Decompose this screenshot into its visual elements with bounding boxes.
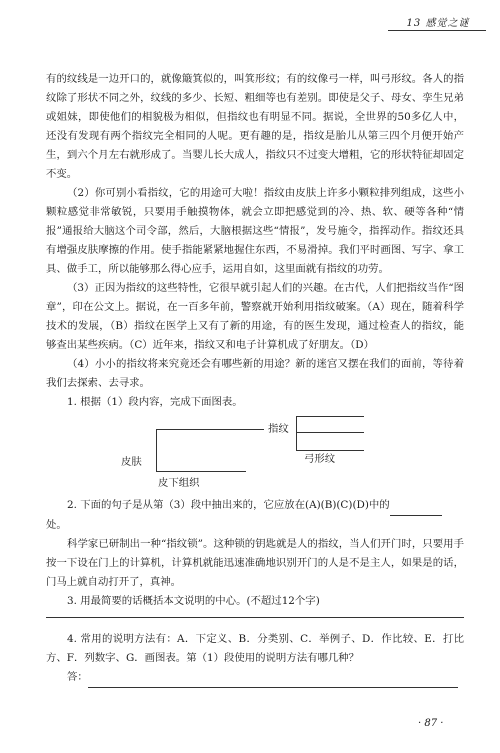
diagram-blank-1[interactable] (296, 416, 364, 417)
question-2-text: 2. 下面的句子是从第（3）段中抽出来的，它应放在(A)(B)(C)(D)中的 (67, 499, 390, 511)
diagram-blank-2[interactable] (296, 432, 364, 433)
question-1: 1. 根据（1）段内容，完成下面图表。 (67, 396, 243, 408)
paragraph-1: 有的纹线是一边开口的，就像簸箕似的，叫箕形纹；有的纹像弓一样，叫弓形纹。各人的指纹除了形状不同之外，纹线的多少、长短、粗细等也有差别。即使是父子、母女、孪生兄弟或姐妹，即使他们的相貌极为相似，但指纹也有明显不同。据说，全世界的50多亿人中，还没有发现有两个指纹完全相同的人呢。更有趣的是，指纹是胎儿从第三四个月便开始产生，到六个月左右就形成了。当婴儿长大成人，指纹只不过变大增粗，它的形状特征却固定不变。 (46, 73, 464, 180)
page-body (46, 70, 464, 688)
header-chapter-tab: 13 感觉之谜 (406, 18, 470, 29)
question-2-blank[interactable] (390, 496, 442, 516)
question-3: 3. 用最简要的话概括本文说明的中心。(不超过12个字) (67, 595, 320, 607)
diagram-leaf-gong: 弓形纹 (304, 453, 336, 465)
question-2-tail: 处。 (46, 519, 67, 531)
paragraph-4: （4）小小的指纹将来究竟还会有哪些新的用途？新的迷宫又摆在我们的面前，等待着我们去探索、去寻求。 (46, 358, 464, 389)
answer-line[interactable] (88, 668, 458, 688)
question-3-answer-line[interactable] (46, 617, 464, 618)
diagram-root-skin: 皮肤 (121, 456, 142, 468)
skin-diagram (46, 416, 464, 494)
header-rule (388, 30, 486, 31)
diagram-leaf-subcutaneous: 皮下组织 (158, 477, 200, 489)
page-number: · 87 · (418, 718, 444, 729)
answer-label: 答： (67, 671, 88, 683)
diagram-left-bracket (156, 429, 157, 471)
paragraph-3: （3）正因为指纹的这些特性，它很早就引起人们的兴趣。在古代，人们把指纹当作“图章”，印在公文上。据说，在一百多年前，警察就开始利用指纹破案。（A）现在，随着科学技术的发展，（B）指纹在医学上又有了新的用途，有的医生发现，通过检查人的指纹，能够查出某些疾病。（C）近年来，指纹又和电子计算机成了好朋友。（D） (46, 282, 464, 351)
question-2 (46, 496, 464, 535)
question-2-sentence: 科学家已研制出一种“指纹锁”。这种锁的钥匙就是人的指纹，当人们开门时，只要用手按一下设在门上的计算机，计算机就能迅速准确地识别开门的人是不是主人，如果是的话，门马上就自动打开了，真神。 (46, 538, 464, 588)
diagram-branch-top-line (156, 429, 264, 430)
diagram-branch-bottom-line (156, 471, 246, 472)
diagram-node-fingerprint: 指纹 (268, 423, 289, 435)
answer-row (46, 668, 464, 688)
diagram-right-bracket (296, 416, 297, 450)
question-4: 4. 常用的说明方法有：A．下定义、B．分类别、C．举例子、D．作比较、E．打比方、F．列数字、G．画图表。第（1）段使用的说明方法有哪几种？ (46, 633, 464, 664)
paragraph-2: （2）你可别小看指纹，它的用途可大啦！指纹由皮肤上许多小颗粒排列组成，这些小颗粒感觉非常敏锐，只要用手触摸物体，就会立即把感觉到的冷、热、软、硬等各种“情报”通报给大脑这个司令部，然后，大脑根据这些“情报”，发号施令，指挥动作。指纹还具有增强皮肤摩擦的作用。使手指能紧紧地握住东西，不易滑掉。我们平时画图、写字、拿工具、做手工，所以能够那么得心应手，运用自如，这里面就有指纹的功劳。 (46, 187, 464, 275)
